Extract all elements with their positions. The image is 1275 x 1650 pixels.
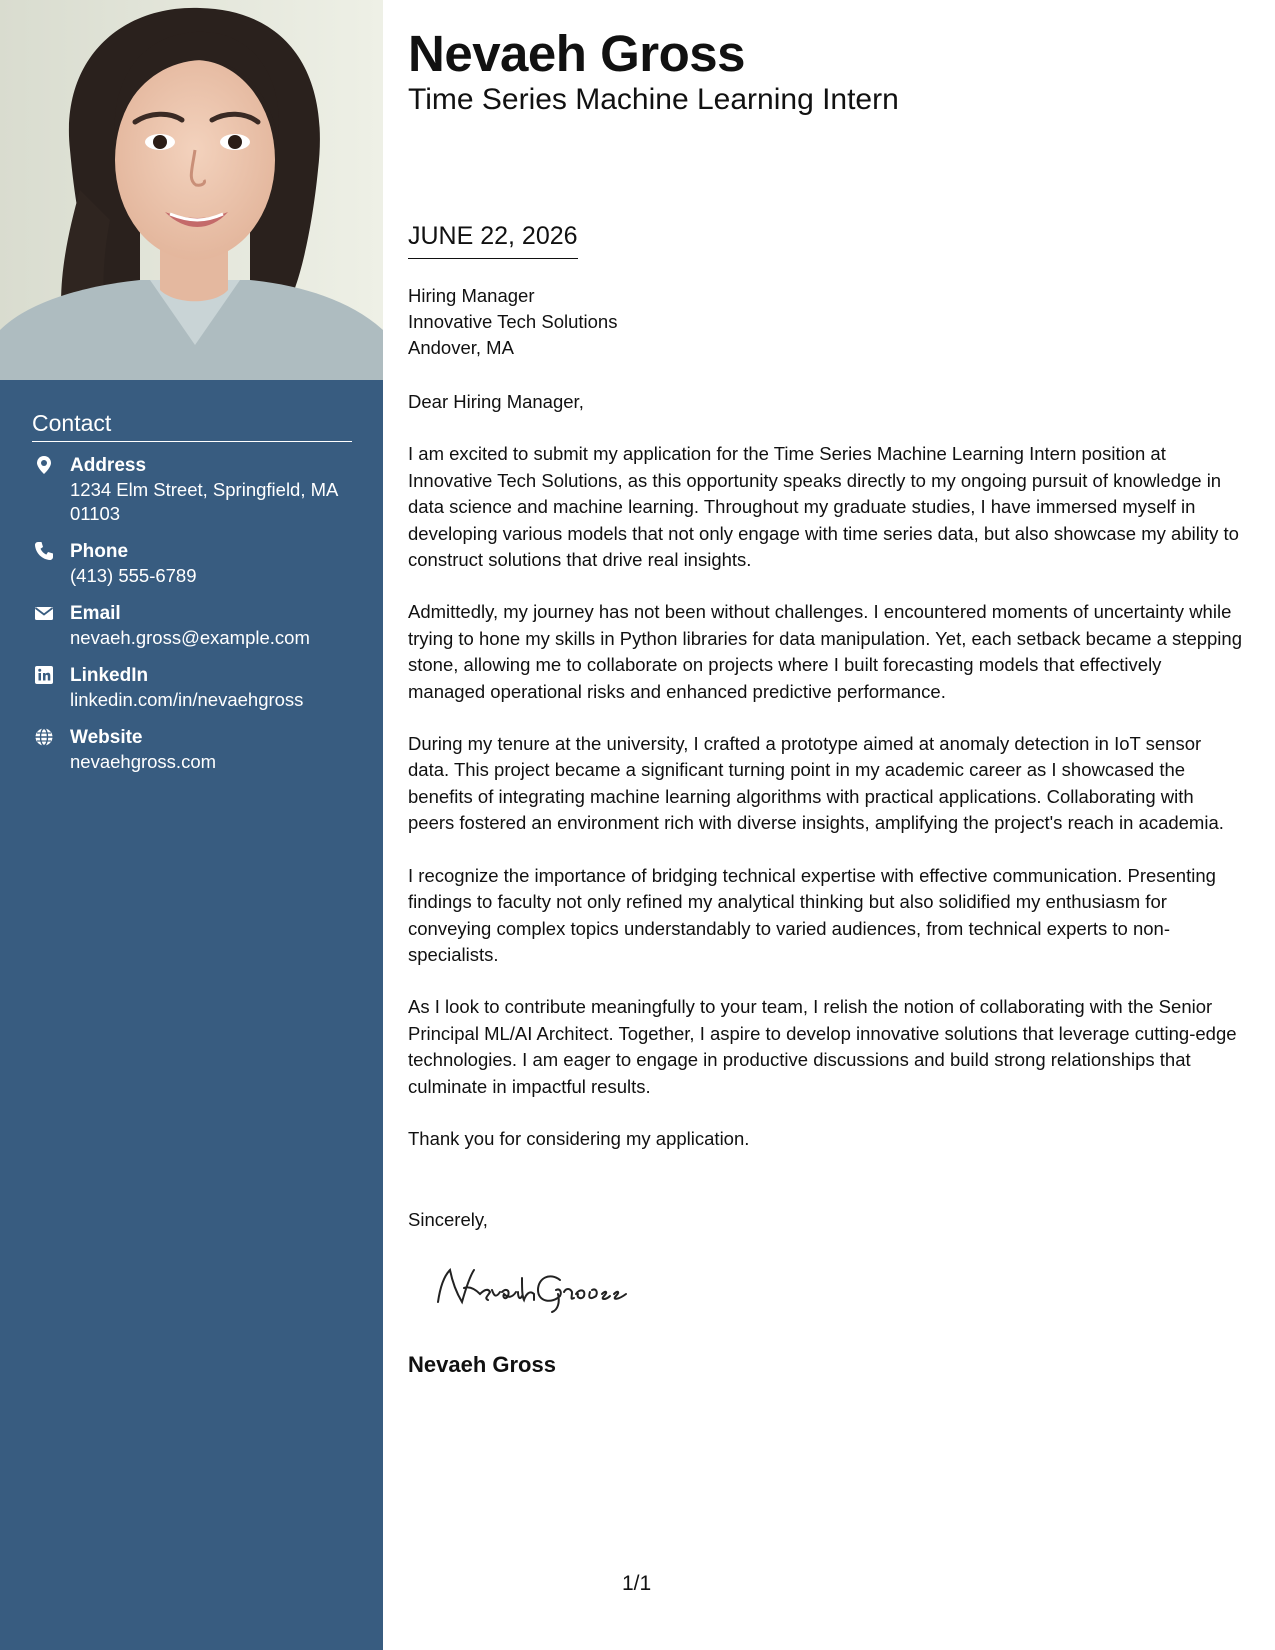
contact-label: Email — [70, 603, 121, 624]
website-value[interactable]: nevaehgross.com — [70, 751, 217, 772]
contact-label: Website — [70, 727, 143, 748]
page-number: 1/1 — [622, 1572, 652, 1595]
closing: Sincerely, — [408, 1209, 488, 1230]
recipient-block — [408, 283, 617, 361]
paragraph: As I look to contribute meaningfully to your team, I relish the notion of collaborating with the Senior Principal ML/AI Architect. Together, I aspire to develop innovative solutions that leverage cutting-edge technologies. I am eager to engage in productive discussions and build strong relationships that culminate in impactful results. — [408, 996, 1237, 1097]
contact-section — [32, 410, 352, 788]
applicant-role: Time Series Machine Learning Intern — [408, 83, 899, 116]
letter-body — [408, 389, 1243, 1178]
letter-date: JUNE 22, 2026 — [408, 222, 578, 259]
contact-phone — [32, 540, 352, 588]
recipient-company: Innovative Tech Solutions — [408, 311, 618, 332]
recipient-location: Andover, MA — [408, 337, 514, 358]
handwritten-signature — [430, 1258, 650, 1323]
sidebar — [0, 0, 383, 1650]
profile-photo — [0, 0, 383, 380]
linkedin-value[interactable]: linkedin.com/in/nevaehgross — [70, 689, 304, 710]
envelope-icon — [34, 603, 54, 623]
recipient-title: Hiring Manager — [408, 285, 535, 306]
contact-website — [32, 726, 352, 774]
contact-label: LinkedIn — [70, 665, 149, 686]
salutation: Dear Hiring Manager, — [408, 391, 584, 412]
phone-value[interactable]: (413) 555-6789 — [70, 565, 197, 586]
contact-address — [32, 454, 352, 526]
linkedin-icon — [34, 665, 54, 685]
contact-heading: Contact — [32, 410, 352, 442]
paragraph: During my tenure at the university, I crafted a prototype aimed at anomaly detection in IoT sensor data. This project became a significant turning point in my academic career as I showcased the benefits of integrating machine learning algorithms with practical applications. Collaborating with peers fostered an environment rich with diverse insights, amplifying the project's reach in academia. — [408, 733, 1224, 834]
contact-label: Address — [70, 455, 147, 476]
paragraph: Thank you for considering my application. — [408, 1127, 750, 1149]
contact-label: Phone — [70, 541, 129, 562]
contact-linkedin — [32, 664, 352, 712]
applicant-name: Nevaeh Gross — [408, 25, 746, 82]
email-value[interactable]: nevaeh.gross@example.com — [70, 627, 310, 648]
paragraph: I recognize the importance of bridging technical expertise with effective communication. Presenting findings to faculty not only refined my analytical thinking but also solidified my enthusiasm for conveying complex topics understandably to varied audiences, from technical experts to non-specialists. — [408, 864, 1216, 965]
contact-email — [32, 602, 352, 650]
paragraph: Admittedly, my journey has not been without challenges. I encountered moments of uncertainty while trying to hone my skills in Python libraries for data manipulation. Yet, each setback became a stepping stone, allowing me to collaborate on projects where I built forecasting models that effectively managed operational risks and enhanced predictive performance. — [408, 601, 1242, 702]
phone-icon — [34, 541, 54, 561]
map-pin-icon — [34, 455, 54, 475]
address-value: 1234 Elm Street, Springfield, MA 01103 — [70, 479, 338, 524]
signer-name: Nevaeh Gross — [408, 1352, 556, 1377]
paragraph: I am excited to submit my application for the Time Series Machine Learning Intern position at Innovative Tech Solutions, as this opportunity speaks directly to my ongoing pursuit of knowledge in data science and machine learning. Throughout my graduate studies, I have immersed myself in developing various models that not only engage with time series data, but also showcase my ability to construct solutions that drive real insights. — [408, 443, 1239, 571]
globe-icon — [34, 727, 54, 747]
